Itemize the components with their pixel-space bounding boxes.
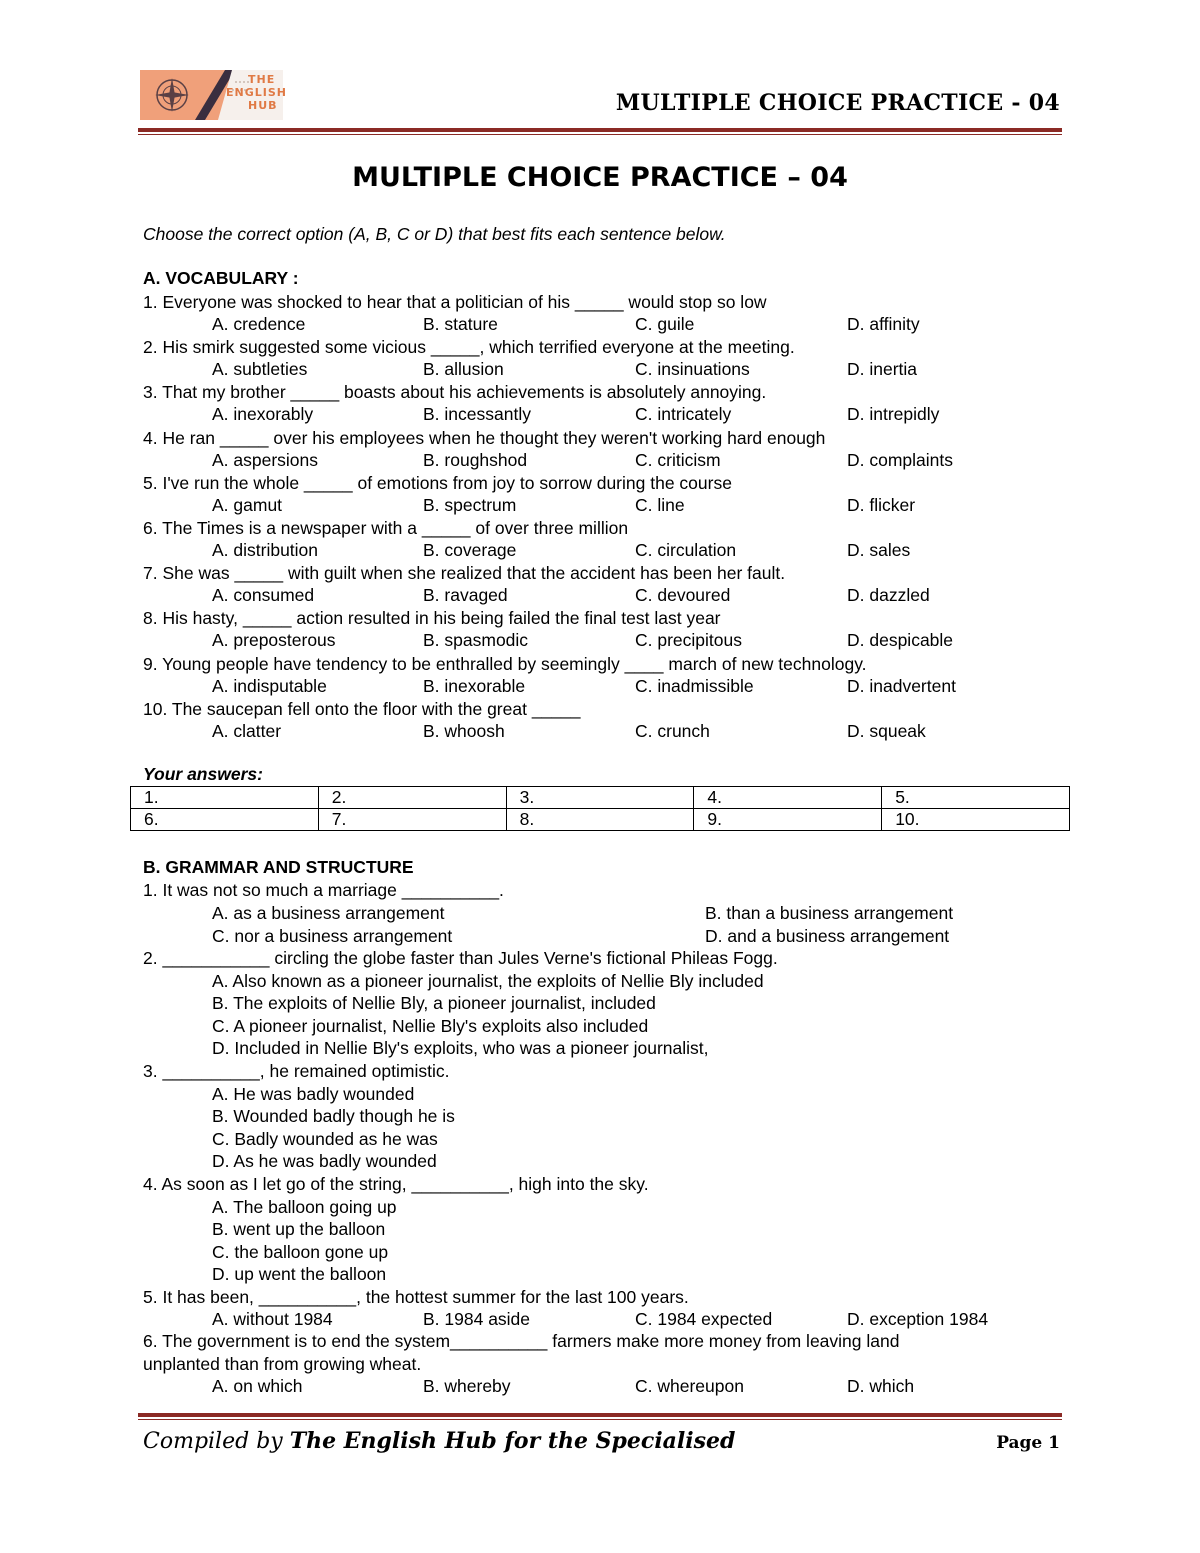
instruction-text: Choose the correct option (A, B, C or D) that best fits each sentence below. [143, 224, 726, 244]
answer-cell-9[interactable]: 9. [694, 809, 882, 831]
page-title: MULTIPLE CHOICE PRACTICE – 04 [352, 162, 848, 193]
option-a7-a: A. consumed [212, 585, 315, 605]
option-a5-b: B. spectrum [423, 495, 517, 515]
question-b2: 2. ___________ circling the globe faster than Jules Verne's fictional Phileas Fogg. [143, 948, 778, 968]
footer-divider [138, 1413, 1062, 1417]
header-divider-thin [138, 134, 1062, 135]
question-b6-line2: unplanted than from growing wheat. [143, 1354, 422, 1374]
option-b4-b: B. went up the balloon [212, 1219, 386, 1239]
footer-divider-thin [138, 1419, 1062, 1420]
option-a8-d: D. despicable [847, 630, 954, 650]
option-b6-d: D. which [847, 1376, 915, 1396]
option-b6-b: B. whereby [423, 1376, 511, 1396]
option-b1-b: B. than a business arrangement [705, 903, 954, 923]
option-b4-a: A. The balloon going up [212, 1197, 397, 1217]
option-a7-c: C. devoured [635, 585, 731, 605]
question-a4: 4. He ran _____ over his employees when he thought they weren't working hard enough [143, 428, 826, 448]
question-a5: 5. I've run the whole _____ of emotions from joy to sorrow during the course [143, 473, 732, 493]
answer-cell-2[interactable]: 2. [318, 787, 506, 809]
option-a3-d: D. intrepidly [847, 404, 940, 424]
option-b3-b: B. Wounded badly though he is [212, 1106, 455, 1126]
option-a7-b: B. ravaged [423, 585, 508, 605]
option-a10-a: A. clatter [212, 721, 282, 741]
option-a3-b: B. incessantly [423, 404, 531, 424]
answers-label: Your answers: [143, 764, 263, 784]
option-a4-c: C. criticism [635, 450, 721, 470]
answer-cell-6[interactable]: 6. [131, 809, 319, 831]
question-b4: 4. As soon as I let go of the string, __________, high into the sky. [143, 1174, 649, 1194]
option-b4-c: C. the balloon gone up [212, 1242, 389, 1262]
question-b3: 3. __________, he remained optimistic. [143, 1061, 450, 1081]
option-b2-d: D. Included in Nellie Bly's exploits, who was a pioneer journalist, [212, 1038, 709, 1058]
answer-cell-5[interactable]: 5. [882, 787, 1070, 809]
option-a3-c: C. intricately [635, 404, 732, 424]
question-a9: 9. Young people have tendency to be enthralled by seemingly ____ march of new technology. [143, 654, 867, 674]
option-a9-d: D. inadvertent [847, 676, 956, 696]
answer-cell-3[interactable]: 3. [506, 787, 694, 809]
question-a10: 10. The saucepan fell onto the floor with the great _____ [143, 699, 581, 719]
option-a4-d: D. complaints [847, 450, 954, 470]
answer-cell-4[interactable]: 4. [694, 787, 882, 809]
option-a1-d: D. affinity [847, 314, 920, 334]
option-b1-a: A. as a business arrangement [212, 903, 445, 923]
option-b5-d: D. exception 1984 [847, 1309, 989, 1329]
option-a6-c: C. circulation [635, 540, 737, 560]
section-a-heading: A. VOCABULARY : [143, 268, 299, 288]
option-a1-b: B. stature [423, 314, 498, 334]
option-b6-a: A. on which [212, 1376, 303, 1396]
option-b1-c: C. nor a business arrangement [212, 926, 453, 946]
answers-row [131, 787, 1070, 809]
option-a6-b: B. coverage [423, 540, 517, 560]
option-a3-a: A. inexorably [212, 404, 314, 424]
option-a4-a: A. aspersions [212, 450, 319, 470]
option-a5-c: C. line [635, 495, 685, 515]
option-a6-d: D. sales [847, 540, 911, 560]
answers-table [130, 786, 1070, 831]
option-b3-d: D. As he was badly wounded [212, 1151, 437, 1171]
option-a4-b: B. roughshod [423, 450, 528, 470]
page-number: Page 1 [996, 1433, 1060, 1453]
option-a5-d: D. flicker [847, 495, 916, 515]
option-b4-d: D. up went the balloon [212, 1264, 387, 1284]
option-b2-a: A. Also known as a pioneer journalist, the exploits of Nellie Bly included [212, 971, 764, 991]
option-a9-c: C. inadmissible [635, 676, 754, 696]
option-a8-b: B. spasmodic [423, 630, 529, 650]
option-b2-c: C. A pioneer journalist, Nellie Bly's exploits also included [212, 1016, 649, 1036]
question-b5: 5. It has been, __________, the hottest summer for the last 100 years. [143, 1287, 689, 1307]
answer-cell-8[interactable]: 8. [506, 809, 694, 831]
option-b5-c: C. 1984 expected [635, 1309, 773, 1329]
option-a8-c: C. precipitous [635, 630, 742, 650]
header-title: MULTIPLE CHOICE PRACTICE - 04 [615, 90, 1060, 116]
logo-text-the: THE [248, 73, 276, 86]
question-a3: 3. That my brother _____ boasts about his achievements is absolutely annoying. [143, 382, 767, 402]
option-b2-b: B. The exploits of Nellie Bly, a pioneer journalist, included [212, 993, 656, 1013]
option-a10-c: C. crunch [635, 721, 710, 741]
option-a10-d: D. squeak [847, 721, 926, 741]
option-b5-a: A. without 1984 [212, 1309, 333, 1329]
option-a5-a: A. gamut [212, 495, 283, 515]
option-a1-c: C. guile [635, 314, 695, 334]
answer-cell-7[interactable]: 7. [318, 809, 506, 831]
option-a9-b: B. inexorable [423, 676, 526, 696]
answer-cell-1[interactable]: 1. [131, 787, 319, 809]
option-a2-d: D. inertia [847, 359, 918, 379]
question-b6-line1: 6. The government is to end the system__________ farmers make more money from leaving land [143, 1331, 900, 1351]
logo-text-english: ENGLISH [226, 86, 287, 99]
answer-cell-10[interactable]: 10. [882, 809, 1070, 831]
option-a2-c: C. insinuations [635, 359, 750, 379]
option-a6-a: A. distribution [212, 540, 319, 560]
answers-row [131, 809, 1070, 831]
header-divider [138, 128, 1062, 132]
option-a10-b: B. whoosh [423, 721, 505, 741]
option-b5-b: B. 1984 aside [423, 1309, 531, 1329]
option-b3-a: A. He was badly wounded [212, 1084, 415, 1104]
footer-credit-name: The English Hub for the Specialised [289, 1428, 736, 1454]
option-a7-d: D. dazzled [847, 585, 930, 605]
option-a2-a: A. subtleties [212, 359, 308, 379]
question-a6: 6. The Times is a newspaper with a _____ of over three million [143, 518, 629, 538]
option-a1-a: A. credence [212, 314, 306, 334]
question-a8: 8. His hasty, _____ action resulted in his being failed the final test last year [143, 608, 721, 628]
question-a1: 1. Everyone was shocked to hear that a politician of his _____ would stop so low [143, 292, 767, 312]
option-a9-a: A. indisputable [212, 676, 327, 696]
logo [140, 70, 287, 120]
question-a2: 2. His smirk suggested some vicious _____, which terrified everyone at the meeting. [143, 337, 795, 357]
section-b-heading: B. GRAMMAR AND STRUCTURE [143, 857, 414, 877]
question-b1: 1. It was not so much a marriage __________. [143, 880, 504, 900]
option-b3-c: C. Badly wounded as he was [212, 1129, 438, 1149]
footer-credit [143, 1428, 735, 1454]
option-b6-c: C. whereupon [635, 1376, 744, 1396]
footer-credit-prefix: Compiled by [143, 1429, 290, 1454]
option-a8-a: A. preposterous [212, 630, 336, 650]
option-b1-d: D. and a business arrangement [705, 926, 950, 946]
option-a2-b: B. allusion [423, 359, 504, 379]
logo-text-hub: HUB [248, 99, 278, 112]
question-a7: 7. She was _____ with guilt when she realized that the accident has been her fault. [143, 563, 786, 583]
